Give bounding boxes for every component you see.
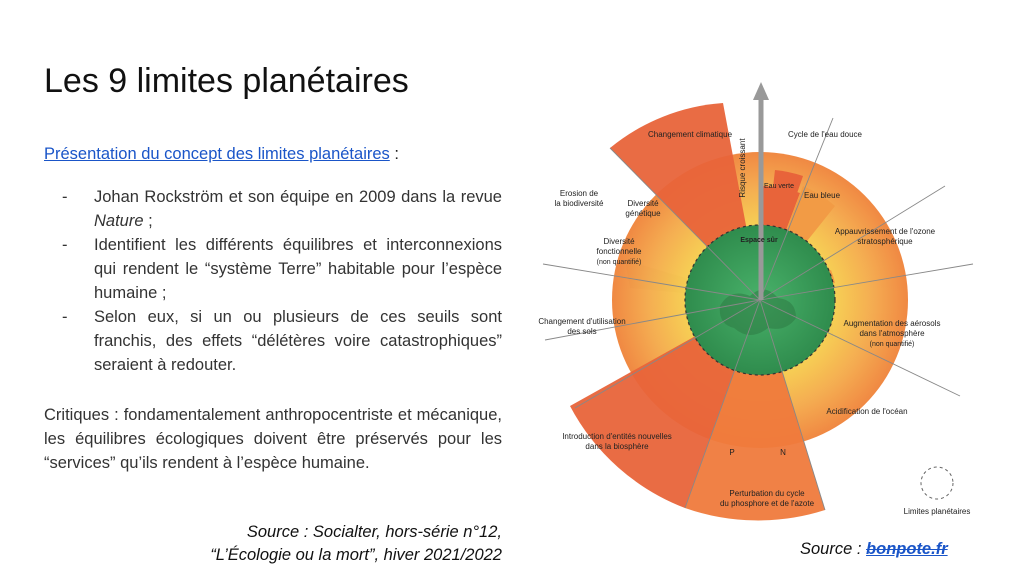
journal-name: Nature	[94, 212, 144, 230]
risk-axis-label: Risque croissant	[738, 138, 747, 198]
intro-suffix: :	[389, 145, 399, 163]
intro-line	[44, 145, 399, 164]
label-genetic-2: génétique	[625, 209, 661, 218]
label-nitro-2: du phosphore et de l'azote	[719, 499, 815, 508]
critique-paragraph: Critiques : fondamentalement anthropocentriste et mécanique, les équilibres écologiques doivent être préservés pour les “services” qu’ils rendent à l’espèce humaine.	[44, 406, 502, 472]
label-ozone-1: Appauvrissement de l'ozone	[834, 227, 936, 236]
label-erosion-1: Erosion de	[559, 189, 599, 198]
source-prefix: Source :	[800, 540, 867, 558]
source-socialter	[210, 521, 502, 567]
label-green-water: Eau verte	[764, 183, 794, 190]
planetary-boundaries-diagram	[535, 78, 990, 528]
label-ocean: Acidification de l'océan	[826, 407, 908, 416]
label-freshwater: Cycle de l'eau douce	[787, 130, 863, 139]
label-ozone-2: stratosphérique	[857, 237, 913, 246]
source-bonpote	[800, 540, 948, 559]
label-functional-1: Diversité	[603, 237, 635, 246]
label-land-1: Changement d'utilisation	[538, 317, 626, 326]
label-nitro-1: Perturbation du cycle	[729, 489, 805, 498]
label-novel-2: dans la biosphère	[585, 442, 649, 451]
label-land-2: des sols	[567, 327, 597, 336]
label-novel-1: Introduction d'entités nouvelles	[562, 432, 672, 441]
safe-space-label: Espace sûr	[740, 237, 778, 244]
label-phosphorus: P	[729, 448, 735, 457]
label-genetic-1: Diversité	[627, 199, 659, 208]
legend-boundary-icon	[921, 467, 953, 499]
label-aerosols-3: (non quantifié)	[869, 341, 915, 348]
label-blue-water: Eau bleue	[803, 191, 841, 200]
concept-presentation-link[interactable]: Présentation du concept des limites planétaires	[44, 145, 390, 163]
bullet-dash: -	[62, 236, 68, 254]
label-aerosols-1: Augmentation des aérosols	[843, 319, 941, 328]
bullet-item	[62, 305, 502, 377]
label-climate: Changement climatique	[647, 130, 733, 139]
bullet-dash: -	[62, 188, 68, 206]
risk-arrow-head	[753, 82, 769, 100]
label-functional-2: fonctionnelle	[596, 247, 642, 256]
bonpote-link[interactable]: bonpote.fr	[866, 540, 948, 558]
bullet-text: Selon eux, si un ou plusieurs de ces seuils sont franchis, des effets “délétères voire catastrophiques” seraient à redouter.	[94, 308, 502, 374]
label-functional-3: (non quantifié)	[596, 259, 642, 266]
label-nitrogen: N	[780, 448, 786, 457]
bullet-text: Identifient les différents équilibres et interconnexions qui rendent le “système Terre” habitable pour l’espèce humaine ;	[94, 236, 502, 302]
source-line-1: Source : Socialter, hors-série n°12,	[246, 523, 502, 541]
source-line-2: “L’Écologie ou la mort”, hiver 2021/2022	[210, 546, 502, 564]
bullet-item	[62, 185, 502, 233]
label-aerosols-2: dans l'atmosphère	[859, 329, 925, 338]
bullet-item	[62, 233, 502, 305]
slide-title: Les 9 limites planétaires	[44, 62, 409, 100]
bullet-dash: -	[62, 308, 68, 326]
bullet-list	[62, 185, 502, 377]
label-erosion-2: la biodiversité	[554, 199, 604, 208]
bullet-text: Johan Rockström et son équipe en 2009 dans la revue	[94, 188, 502, 206]
legend-label: Limites planétaires	[903, 507, 971, 516]
bullet-text-end: ;	[143, 212, 153, 230]
